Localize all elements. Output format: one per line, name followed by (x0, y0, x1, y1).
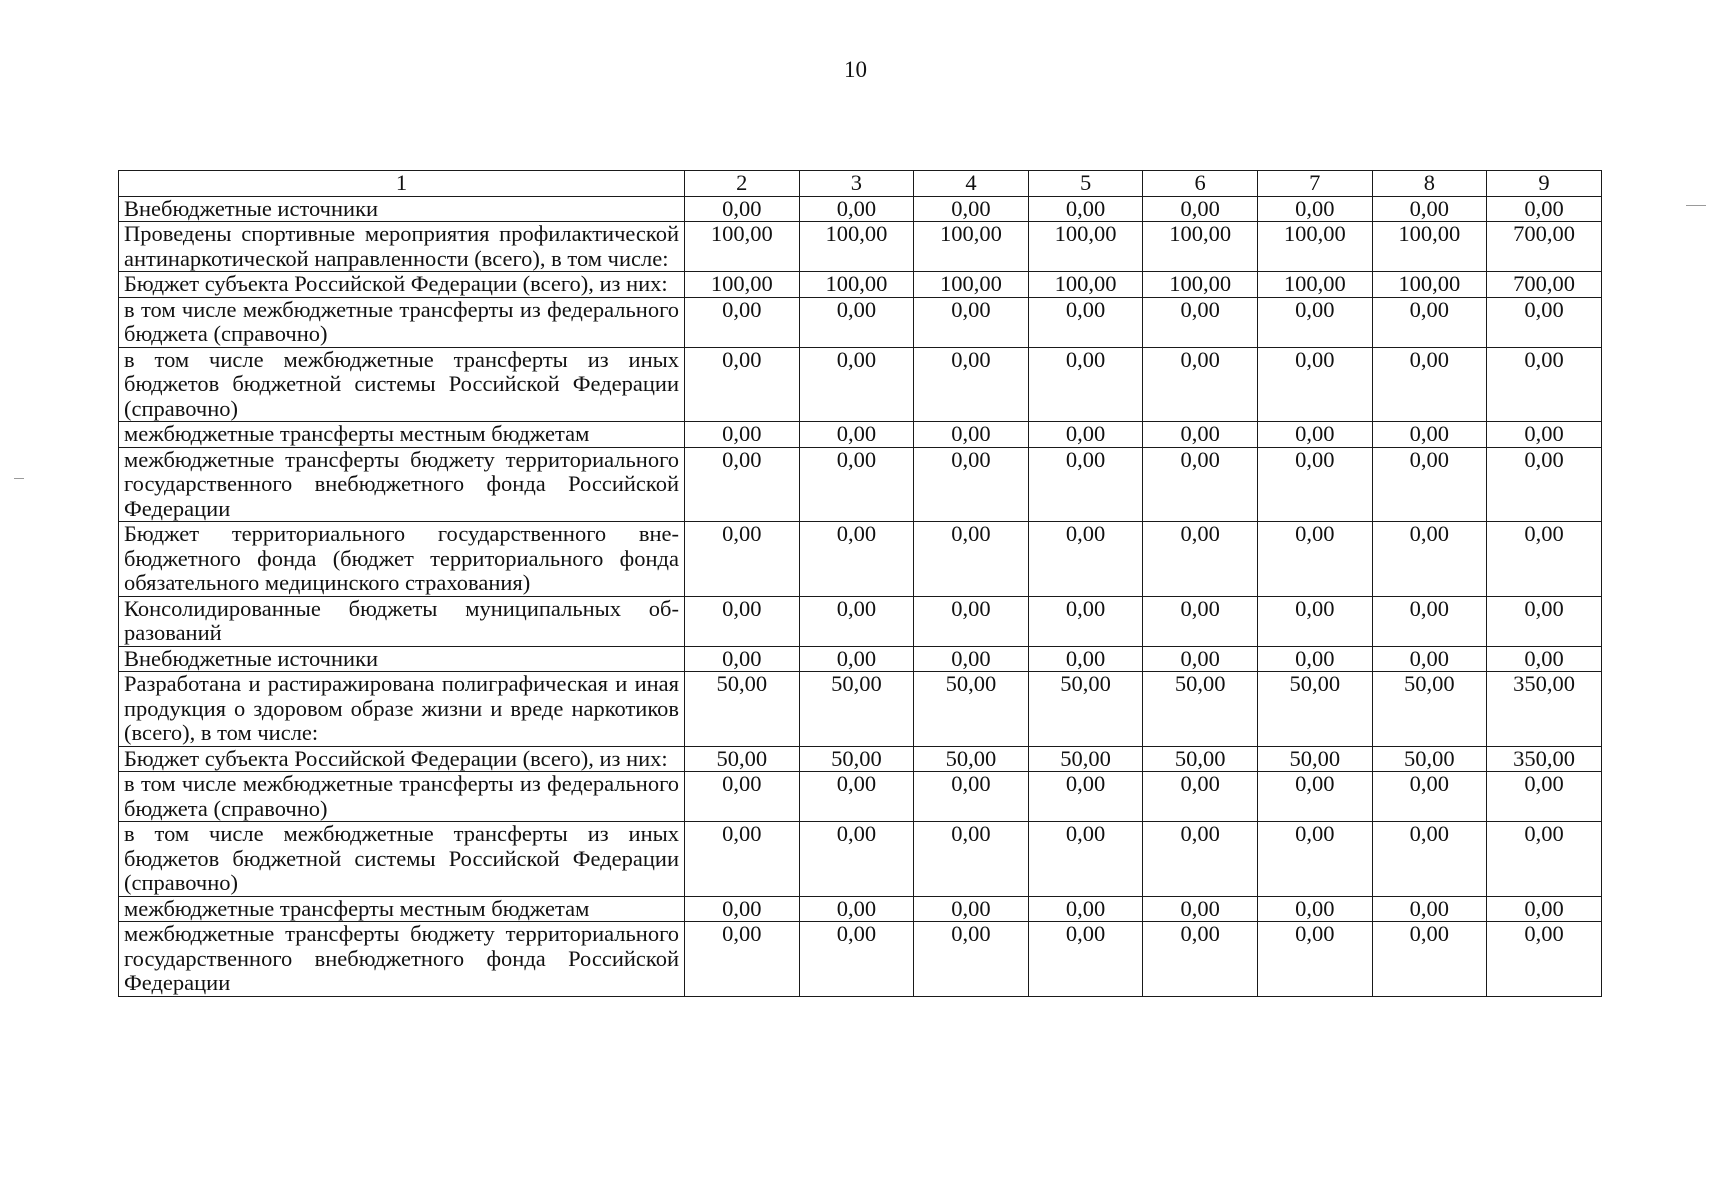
value-cell: 50,00 (1257, 746, 1372, 772)
row-label: Разработана и растиражирована полиграфическая и иная продукция о здоровом образе жизни и вреде наркотиков (всего), в том числе: (119, 672, 685, 747)
value-cell: 0,00 (1257, 522, 1372, 597)
value-cell: 0,00 (1143, 922, 1258, 997)
value-cell: 0,00 (914, 196, 1029, 222)
value-cell: 100,00 (685, 222, 800, 272)
value-cell: 100,00 (1143, 222, 1258, 272)
value-cell: 0,00 (1143, 772, 1258, 822)
value-cell: 0,00 (1257, 772, 1372, 822)
value-cell: 0,00 (914, 297, 1029, 347)
value-cell: 100,00 (1372, 272, 1487, 298)
scan-artifact-left (14, 478, 24, 479)
value-cell: 0,00 (1143, 447, 1258, 522)
value-cell: 0,00 (685, 347, 800, 422)
value-cell: 50,00 (1143, 746, 1258, 772)
column-header: 4 (914, 171, 1029, 197)
table-row (119, 596, 1602, 646)
value-cell: 0,00 (914, 646, 1029, 672)
value-cell: 0,00 (685, 196, 800, 222)
value-cell: 0,00 (1487, 297, 1602, 347)
row-label: Бюджет субъекта Российской Федерации (всего), из них: (119, 746, 685, 772)
table-row (119, 896, 1602, 922)
value-cell: 50,00 (1372, 672, 1487, 747)
table-body (119, 196, 1602, 996)
value-cell: 0,00 (1257, 596, 1372, 646)
table-row (119, 922, 1602, 997)
value-cell: 0,00 (685, 646, 800, 672)
value-cell: 0,00 (685, 522, 800, 597)
value-cell: 0,00 (1372, 522, 1487, 597)
value-cell: 0,00 (1487, 447, 1602, 522)
value-cell: 0,00 (1257, 447, 1372, 522)
value-cell: 0,00 (1372, 347, 1487, 422)
value-cell: 0,00 (799, 922, 914, 997)
value-cell: 0,00 (1257, 822, 1372, 897)
value-cell: 50,00 (1257, 672, 1372, 747)
value-cell: 700,00 (1487, 272, 1602, 298)
value-cell: 0,00 (1372, 422, 1487, 448)
column-header: 1 (119, 171, 685, 197)
row-label: Проведены спортивные мероприятия профилактической антинаркотической направленности (всего), в том числе: (119, 222, 685, 272)
value-cell: 50,00 (685, 672, 800, 747)
value-cell: 0,00 (1257, 646, 1372, 672)
value-cell: 0,00 (1143, 522, 1258, 597)
row-label: межбюджетные трансферты бюджету территориального государственного внебюджетного фонда Российской Федерации (119, 922, 685, 997)
page-number: 10 (844, 57, 867, 82)
value-cell: 0,00 (1487, 522, 1602, 597)
value-cell: 0,00 (1372, 922, 1487, 997)
value-cell: 0,00 (1143, 196, 1258, 222)
value-cell: 100,00 (914, 222, 1029, 272)
value-cell: 0,00 (1028, 347, 1143, 422)
row-label: Бюджет субъекта Российской Федерации (всего), из них: (119, 272, 685, 298)
value-cell: 0,00 (1143, 596, 1258, 646)
value-cell: 0,00 (914, 522, 1029, 597)
value-cell: 0,00 (685, 896, 800, 922)
value-cell: 0,00 (1487, 646, 1602, 672)
value-cell: 0,00 (914, 772, 1029, 822)
table-row (119, 347, 1602, 422)
table-row (119, 646, 1602, 672)
value-cell: 0,00 (799, 522, 914, 597)
table-row (119, 422, 1602, 448)
value-cell: 0,00 (1257, 196, 1372, 222)
value-cell: 0,00 (799, 297, 914, 347)
value-cell: 350,00 (1487, 746, 1602, 772)
column-header: 3 (799, 171, 914, 197)
value-cell: 0,00 (685, 772, 800, 822)
value-cell: 100,00 (799, 272, 914, 298)
row-label: в том числе межбюджетные трансферты из иных бюджетов бюджетной системы Российской Федерации (справочно) (119, 347, 685, 422)
value-cell: 100,00 (1143, 272, 1258, 298)
row-label: в том числе межбюджетные трансферты из федерального бюджета (справочно) (119, 297, 685, 347)
value-cell: 0,00 (1143, 896, 1258, 922)
table-header-row (119, 171, 1602, 197)
value-cell: 700,00 (1487, 222, 1602, 272)
value-cell: 0,00 (1487, 422, 1602, 448)
value-cell: 0,00 (1487, 596, 1602, 646)
value-cell: 0,00 (1028, 596, 1143, 646)
value-cell: 0,00 (1143, 422, 1258, 448)
value-cell: 50,00 (1372, 746, 1487, 772)
value-cell: 0,00 (1028, 196, 1143, 222)
value-cell: 50,00 (799, 672, 914, 747)
row-label: межбюджетные трансферты местным бюджетам (119, 896, 685, 922)
table-row (119, 272, 1602, 298)
value-cell: 0,00 (1028, 422, 1143, 448)
value-cell: 0,00 (1487, 772, 1602, 822)
value-cell: 0,00 (1487, 822, 1602, 897)
value-cell: 0,00 (685, 447, 800, 522)
value-cell: 0,00 (799, 822, 914, 897)
value-cell: 0,00 (1257, 297, 1372, 347)
value-cell: 0,00 (1257, 347, 1372, 422)
value-cell: 0,00 (1487, 196, 1602, 222)
value-cell: 50,00 (799, 746, 914, 772)
row-label: межбюджетные трансферты местным бюджетам (119, 422, 685, 448)
value-cell: 0,00 (1028, 646, 1143, 672)
value-cell: 50,00 (914, 672, 1029, 747)
value-cell: 100,00 (1372, 222, 1487, 272)
value-cell: 100,00 (1028, 222, 1143, 272)
column-header: 6 (1143, 171, 1258, 197)
value-cell: 100,00 (914, 272, 1029, 298)
value-cell: 0,00 (799, 772, 914, 822)
value-cell: 100,00 (1257, 222, 1372, 272)
value-cell: 0,00 (914, 922, 1029, 997)
value-cell: 0,00 (1143, 646, 1258, 672)
value-cell: 0,00 (1028, 896, 1143, 922)
value-cell: 0,00 (1257, 422, 1372, 448)
value-cell: 0,00 (914, 822, 1029, 897)
value-cell: 100,00 (1257, 272, 1372, 298)
value-cell: 350,00 (1487, 672, 1602, 747)
value-cell: 50,00 (1028, 746, 1143, 772)
value-cell: 50,00 (685, 746, 800, 772)
value-cell: 0,00 (799, 896, 914, 922)
value-cell: 0,00 (914, 347, 1029, 422)
value-cell: 0,00 (799, 347, 914, 422)
value-cell: 0,00 (1487, 896, 1602, 922)
value-cell: 0,00 (1257, 896, 1372, 922)
value-cell: 0,00 (685, 297, 800, 347)
scan-artifact-right (1686, 205, 1706, 206)
row-label: в том числе межбюджетные трансферты из иных бюджетов бюджетной системы Российской Федерации (справочно) (119, 822, 685, 897)
value-cell: 0,00 (1028, 447, 1143, 522)
table-row (119, 672, 1602, 747)
value-cell: 0,00 (1372, 822, 1487, 897)
value-cell: 0,00 (1257, 922, 1372, 997)
table-row (119, 822, 1602, 897)
table-row (119, 447, 1602, 522)
value-cell: 0,00 (1028, 522, 1143, 597)
value-cell: 50,00 (1028, 672, 1143, 747)
value-cell: 0,00 (1028, 922, 1143, 997)
value-cell: 0,00 (1143, 297, 1258, 347)
column-header: 8 (1372, 171, 1487, 197)
value-cell: 50,00 (1143, 672, 1258, 747)
budget-table (118, 170, 1602, 997)
value-cell: 100,00 (685, 272, 800, 298)
value-cell: 0,00 (1487, 347, 1602, 422)
value-cell: 0,00 (685, 822, 800, 897)
value-cell: 0,00 (685, 596, 800, 646)
row-label: Внебюджетные источники (119, 196, 685, 222)
value-cell: 0,00 (1028, 772, 1143, 822)
value-cell: 0,00 (1028, 822, 1143, 897)
row-label: Консолидированные бюджеты муниципальных образований (119, 596, 685, 646)
value-cell: 0,00 (685, 422, 800, 448)
value-cell: 0,00 (685, 922, 800, 997)
column-header: 7 (1257, 171, 1372, 197)
value-cell: 0,00 (1143, 347, 1258, 422)
value-cell: 0,00 (914, 422, 1029, 448)
value-cell: 0,00 (1372, 196, 1487, 222)
value-cell: 0,00 (799, 596, 914, 646)
table-row (119, 772, 1602, 822)
value-cell: 0,00 (914, 596, 1029, 646)
value-cell: 0,00 (799, 646, 914, 672)
table-row (119, 222, 1602, 272)
table-row (119, 196, 1602, 222)
value-cell: 0,00 (1372, 646, 1487, 672)
value-cell: 0,00 (799, 196, 914, 222)
value-cell: 0,00 (799, 422, 914, 448)
row-label: Бюджет территориального государственного внебюджетного фонда (бюджет территориального фонда обязательного медицинского страхования) (119, 522, 685, 597)
column-header: 9 (1487, 171, 1602, 197)
value-cell: 0,00 (914, 896, 1029, 922)
value-cell: 50,00 (914, 746, 1029, 772)
value-cell: 0,00 (914, 447, 1029, 522)
value-cell: 0,00 (1372, 896, 1487, 922)
row-label: в том числе межбюджетные трансферты из федерального бюджета (справочно) (119, 772, 685, 822)
row-label: Внебюджетные источники (119, 646, 685, 672)
value-cell: 0,00 (1372, 447, 1487, 522)
column-header: 2 (685, 171, 800, 197)
value-cell: 0,00 (1372, 297, 1487, 347)
column-header: 5 (1028, 171, 1143, 197)
value-cell: 0,00 (1487, 922, 1602, 997)
value-cell: 100,00 (799, 222, 914, 272)
value-cell: 0,00 (1143, 822, 1258, 897)
row-label: межбюджетные трансферты бюджету территориального государственного внебюджетного фонда Российской Федерации (119, 447, 685, 522)
value-cell: 100,00 (1028, 272, 1143, 298)
value-cell: 0,00 (1372, 596, 1487, 646)
value-cell: 0,00 (1372, 772, 1487, 822)
table-row (119, 746, 1602, 772)
table-row (119, 522, 1602, 597)
value-cell: 0,00 (1028, 297, 1143, 347)
table-row (119, 297, 1602, 347)
value-cell: 0,00 (799, 447, 914, 522)
